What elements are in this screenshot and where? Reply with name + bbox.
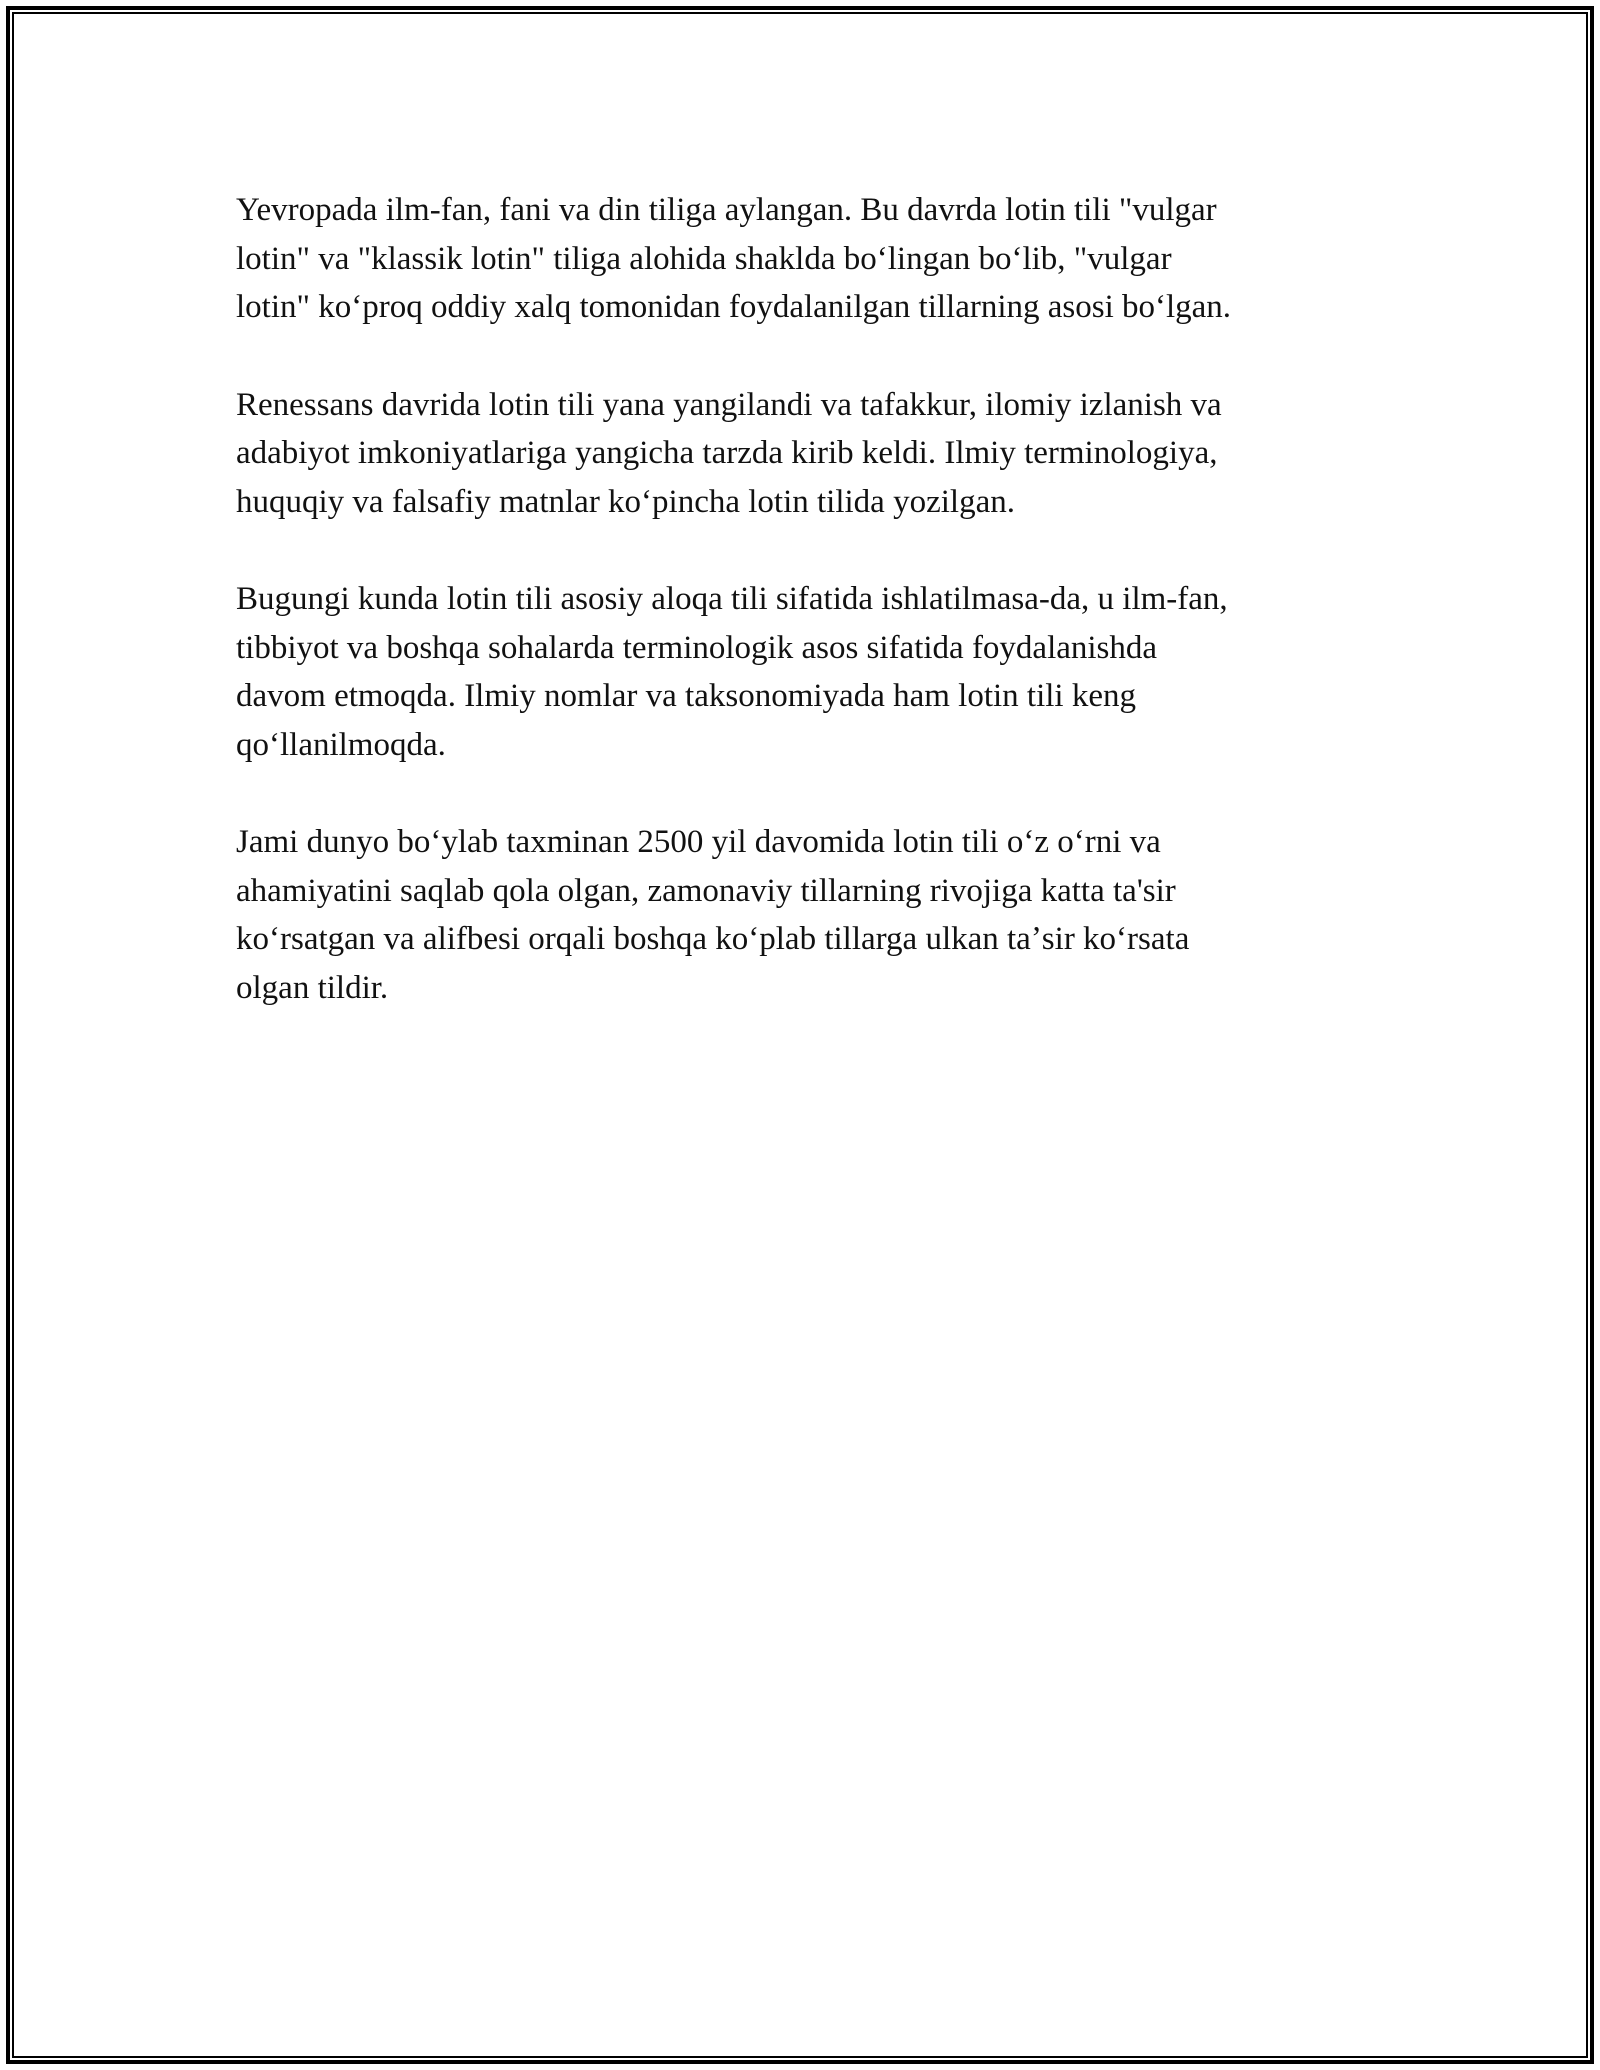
paragraph-3: Bugungi kunda lotin tili asosiy aloqa tili sifatida ishlatilmasa-da, u ilm-fan, tibbiyot va boshqa sohalarda terminologik asos sifatida foydalanishda davom etmoqda. Ilmiy nomlar va taksonomiyada ham lotin tili keng qoʻllanilmoqda.: [236, 581, 1228, 763]
page-body: [236, 186, 1366, 1061]
paragraph-1: Yevropada ilm-fan, fani va din tiliga aylangan. Bu davrda lotin tili "vulgar lotin" va "klassik lotin" tiliga alohida shaklda boʻlingan boʻlib, "vulgar lotin" koʻproq oddiy xalq tomonidan foydalanilgan tillarning asosi boʻlgan.: [236, 192, 1232, 325]
paragraph-2: Renessans davrida lotin tili yana yangilandi va tafakkur, ilomiy izlanish va adabiyot imkoniyatlariga yangicha tarzda kirib keldi. Ilmiy terminologiya, huquqiy va falsafiy matnlar koʻpincha lotin tilida yozilgan.: [236, 386, 1222, 520]
paragraph-4: Jami dunyo boʻylab taxminan 2500 yil davomida lotin tili oʻz oʻrni va ahamiyatini saqlab qola olgan, zamonaviy tillarning rivojiga katta ta'sir koʻrsatgan va alifbesi orqali boshqa koʻplab tillarga ulkan taʼsir koʻrsata olgan tildir.: [236, 824, 1190, 1006]
